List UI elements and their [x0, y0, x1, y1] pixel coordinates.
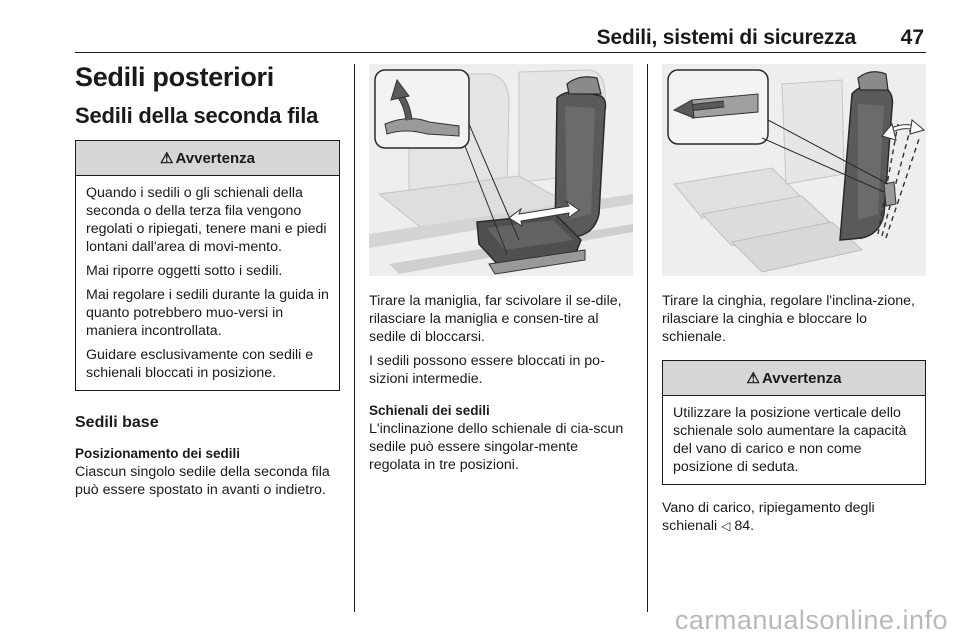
- warning-header: [663, 361, 925, 396]
- warning-paragraph: Mai riporre oggetti sotto i sedili.: [86, 263, 283, 279]
- subtitle-posizionamento: Posizionamento dei sedili: [75, 446, 241, 461]
- header-rule: [75, 52, 926, 53]
- watermark: carmanualsonline.info: [674, 605, 948, 635]
- warning-paragraph: Utilizzare la posizione verticale dello schienale solo aumentare la capacità del vano di carico e non come posizione di seduta.: [673, 405, 907, 475]
- cross-reference-text: Vano di carico, ripiegamento degli schienali: [662, 500, 875, 534]
- page-number: 47: [900, 26, 924, 49]
- section-heading: Sedili posteriori: [75, 62, 274, 92]
- body-paragraph: Tirare la maniglia, far scivolare il se-dile, rilasciare la maniglia e consen-tire al sedile di bloccarsi.: [369, 293, 622, 345]
- warning-header: [76, 141, 339, 176]
- body-paragraph: L'inclinazione dello schienale di cia-scun sedile può essere singolar-mente regolata in tre posizioni.: [369, 421, 624, 473]
- warning-title: Avvertenza: [761, 369, 842, 387]
- body-paragraph: Tirare la cinghia, regolare l'inclina-zione, rilasciare la cinghia e bloccare lo schienale.: [662, 293, 915, 345]
- warning-paragraph: Guidare esclusivamente con sedili e schienali bloccati in posizione.: [86, 347, 314, 381]
- warning-box: [75, 140, 340, 391]
- subsection-heading: Sedili della seconda fila: [75, 103, 319, 128]
- body-paragraph: I sedili possono essere bloccati in po-sizioni intermedie.: [369, 353, 605, 387]
- seat-slide-illustration: [369, 64, 633, 276]
- column-divider-2: [647, 64, 648, 612]
- column-divider-1: [354, 64, 355, 612]
- page-reference-icon: ◁: [721, 519, 731, 533]
- section-title-sedili-base: Sedili base: [75, 414, 159, 431]
- warning-title: Avvertenza: [175, 149, 255, 167]
- backrest-recline-illustration: [662, 64, 926, 276]
- warning-box: [662, 360, 926, 485]
- warning-body: [76, 176, 339, 390]
- warning-body: [663, 396, 925, 484]
- cross-reference-page[interactable]: 84.: [734, 518, 755, 534]
- column-3: [662, 292, 926, 535]
- warning-paragraph: Quando i sedili o gli schienali della seconda o della terza fila vengono regolati o ripiegati, tenere mani e piedi lontani dall'area di movi-mento.: [86, 185, 327, 255]
- body-paragraph: Ciascun singolo sedile della seconda fila può essere spostato in avanti o indietro.: [75, 464, 330, 498]
- cross-reference: [662, 499, 926, 535]
- running-header-title: Sedili, sistemi di sicurezza: [596, 26, 856, 49]
- column-2: [369, 292, 633, 474]
- column-1: [75, 60, 340, 499]
- warning-triangle-icon: ⚠: [160, 150, 174, 167]
- subtitle-schienali: Schienali dei sedili: [369, 403, 490, 418]
- warning-paragraph: Mai regolare i sedili durante la guida in quanto potrebbero muo-versi in maniera incontrollata.: [86, 287, 329, 339]
- warning-triangle-icon: ⚠: [746, 370, 760, 387]
